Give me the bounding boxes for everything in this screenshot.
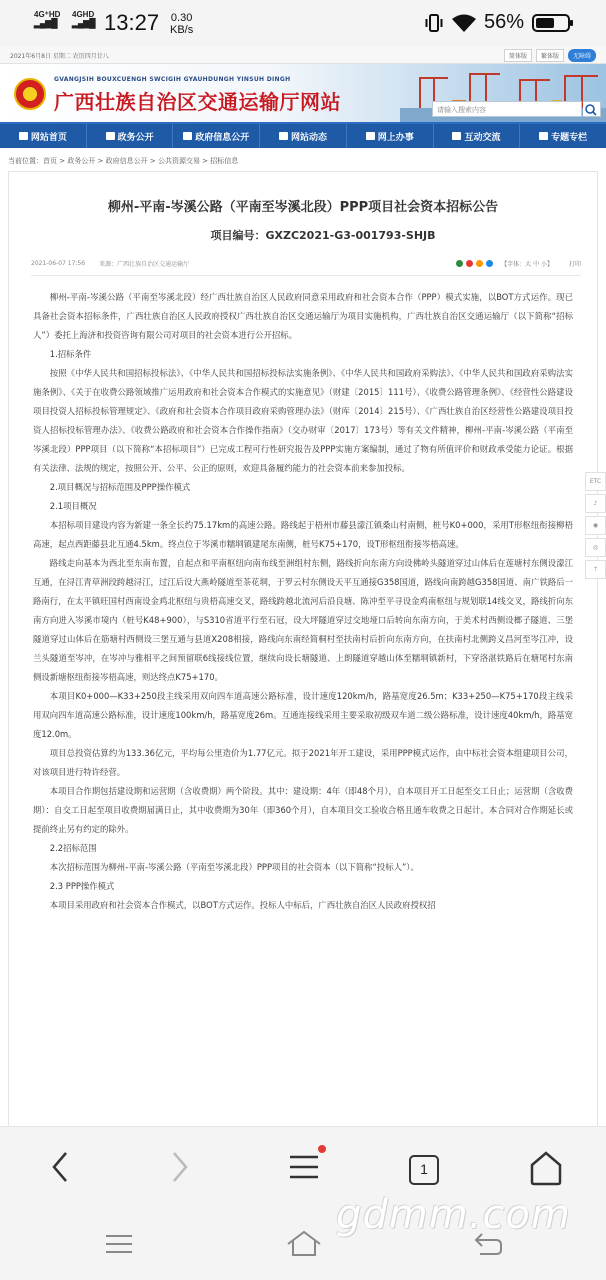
back-icon[interactable] — [48, 1149, 72, 1185]
network-indicator-2 — [72, 10, 95, 28]
wechat-icon[interactable]: ◉ — [585, 516, 606, 535]
site-name-zhuang: GVANGJSIH BOUXCUENGH SWCIGIH GYAUHDUNGH YINSUH DINGH — [54, 76, 291, 83]
nav-label: 互动交流 — [464, 132, 501, 143]
side-float-toolbar — [585, 472, 606, 579]
document-icon — [183, 132, 192, 140]
weibo-icon[interactable]: ◎ — [585, 538, 606, 557]
speed-value: 0.30 — [170, 12, 193, 24]
site-search-input[interactable]: 请输入搜索内容 — [432, 101, 582, 117]
battery-icon — [532, 13, 574, 33]
forward-icon[interactable] — [168, 1149, 192, 1185]
section-heading: 2.3 PPP操作模式 — [49, 881, 115, 891]
paragraph: 本项目K0+000—K33+250段主线采用双向四车道高速公路标准，设计速度120km/h，路基宽度26.5m；K33+250—K75+170段主线采用双向四车道高速公路标准，设计速度100km/h，路基宽度26m。互通连接线采用主要采取初级双车道二级公路标准，设计速度40km/h，路基宽度12.0m。 — [33, 691, 573, 739]
nav-label: 政府信息公开 — [195, 132, 250, 143]
service-icon — [366, 132, 375, 140]
status-time: 13:27 — [104, 10, 160, 35]
share-buttons — [456, 260, 493, 267]
traditional-chinese-link[interactable]: 繁体版 — [536, 49, 564, 62]
paragraph: 本项目采用政府和社会资本合作模式，以BOT方式运作。投标人中标后，广西壮族自治区人民政府授权招 — [49, 900, 436, 910]
system-home-icon[interactable] — [284, 1228, 324, 1258]
paragraph: 本招标项目建设内容为新建一条全长约75.17km的高速公路。路线起于梧州市藤县濛江镇桑山村南侧，桩号K0+000，采用T形枢纽衔接柳梧高速，起点西距藤县北互通4.5km。终点位于岑溪市糯垌镇建尾东南侧，桩号K75+170，设T形枢纽衔接岑梧高速。 — [33, 520, 573, 549]
accessibility-link[interactable]: 无障碍 — [568, 49, 596, 62]
speed-unit: KB/s — [170, 24, 194, 36]
nav-online-service[interactable] — [347, 124, 434, 148]
site-banner — [0, 64, 606, 122]
home-icon — [19, 132, 28, 140]
vibrate-icon — [425, 13, 443, 33]
qq-share-icon[interactable] — [486, 260, 493, 267]
section-heading: 2.项目概况与招标范围及PPP操作模式 — [49, 482, 191, 492]
article-meta — [31, 259, 581, 276]
nav-label: 网站首页 — [30, 132, 67, 143]
nav-home[interactable] — [0, 124, 87, 148]
signal-bars-icon: ▂▄▆█ — [34, 18, 57, 28]
network-speed — [170, 12, 193, 36]
article-body — [9, 276, 597, 915]
national-emblem-icon — [14, 78, 46, 110]
nav-label: 专题专栏 — [551, 132, 588, 143]
site-topline — [0, 46, 606, 64]
news-icon — [279, 132, 288, 140]
nav-info-disclosure[interactable] — [173, 124, 260, 148]
qzone-share-icon[interactable] — [476, 260, 483, 267]
back-to-top-icon[interactable]: ⇡ — [585, 560, 606, 579]
paragraph: 路线走向基本为西北至东南布置，自起点和平南枢纽向南布线至洲组村东侧，路线折向东南方向设佛岭头隧道穿过山体后在莲塘村东侧设濛江互通，在浔江青草洲段跨越浔江，过江后设大燕岭隧道至茶花垌，于罗云村东侧设天平互通接G358国道，路线向南跨越G358国道、南广铁路后一路南行，在太平镇旺国村西南设金鸡北枢纽与贵梧高速交叉，路线跨越北流河后沿良塘、陈冲至平寻设金鸡南枢纽与规划联14线交叉，路线折向东南方向进入岑溪市境内（桩号K48+900），与S310省道平行至石冠，设大坪隧道穿过交地垭口后转向东南方向，于美术村西侧设榔子隧道、三堡隧道穿过山体后在筋塘村西侧设三堡互通与县道X208相接，路线向东南经简桐村至扶南村后折向东南方向，在扶南村北侧跨义昌河至岑江冲，设兰头隧道至岑冲，在岑冲与雅相平之间预留联6线接线位置，继续向设长塘隧道、上朗隧道穿越山体至糯垌镇新村，下穿洛湛铁路后在塘尾村东南侧设新塘枢纽衔接岑梧高速，则达终点K75+170。 — [33, 558, 573, 682]
article-source: 来源：广西壮族自治区交通运输厅 — [99, 261, 190, 268]
weibo-share-icon[interactable] — [466, 260, 473, 267]
network-label-2: 4GHD — [72, 10, 95, 19]
chat-icon — [452, 132, 461, 140]
watermark: gdmm.com — [336, 1192, 571, 1238]
section-heading: 2.1项目概况 — [49, 501, 97, 511]
home-icon[interactable] — [528, 1149, 564, 1187]
nav-site-news[interactable] — [260, 124, 347, 148]
tab-count-button[interactable]: 1 — [409, 1155, 439, 1185]
nav-special-topics[interactable] — [520, 124, 606, 148]
topline-links — [504, 49, 596, 62]
article-panel — [8, 171, 598, 1126]
network-label-1: 4G⁺HD — [34, 10, 61, 19]
main-nav — [0, 122, 606, 148]
etc-button[interactable]: ETC — [585, 472, 606, 491]
breadcrumb[interactable]: 当前位置：首页 > 政务公开 > 政府信息公开 > 公共资源交易 > 招标信息 — [8, 157, 239, 165]
paragraph: 本项目合作期包括建设期和运营期（含收费期）两个阶段。其中：建设期：4年（即48个月），自本项目开工日起至交工日止；运营期（含收费期）：自交工日起至项目收费期届满日止，其中收费期为30年（即360个月），自本项目交工验收合格且通车收费之日起计。本合同对合作期延长或提前终止另有约定的除外。 — [33, 786, 573, 834]
paragraph: 本次招标范围为柳州-平南-岑溪公路（平南至岑溪北段）PPP项目的社会资本（以下简称“投标人”）。 — [49, 862, 419, 872]
network-indicator-1 — [34, 10, 60, 28]
simplified-chinese-link[interactable]: 简体版 — [504, 49, 532, 62]
print-button[interactable]: 打印 — [568, 261, 581, 268]
search-icon — [583, 103, 599, 117]
battery-percent: 56% — [484, 11, 525, 33]
building-icon — [106, 132, 115, 140]
paragraph: 按照《中华人民共和国招标投标法》、《中华人民共和国招标投标法实施条例》、《中华人民共和国政府采购法》、《中华人民共和国政府采购法实施条例》、《关于在收费公路领域推广运用政府和社会资本合作模式的实施意见》（财建〔2015〕111号）、《收费公路管理条例》、《经营性公路建设项目投资人招标投标管理规定》、《政府和社会资本合作项目政府采购管理办法》（财库〔2014〕215号）、《广西壮族自治区经营性公路建设项目投资人招标投标管理办法》、《收费公路政府和社会资本合作操作指南》（交办财审〔2017〕173号）等有关文件精神，柳州-平南-岑溪公路（平南至岑溪北段）PPP项目（以下简称“本招标项目”）已完成工程可行性研究报告及PPP实施方案编制，通过了物有所值评价和财政承受能力论证。根据有关法律、法规的规定，按照公开、公平、公正的原则，欢迎具备履约能力的社会资本前来参加投标。 — [33, 368, 573, 473]
recent-apps-icon[interactable] — [104, 1232, 134, 1256]
tiktok-icon[interactable]: ♪ — [585, 494, 606, 513]
signal-bars-icon: ▂▄▆█ — [72, 18, 95, 28]
font-size-selector[interactable]: 【字体：大 中 小】 — [501, 261, 553, 268]
section-heading: 1.招标条件 — [49, 349, 92, 359]
nav-government-affairs[interactable] — [87, 124, 174, 148]
topic-icon — [539, 132, 548, 140]
menu-icon[interactable] — [288, 1149, 320, 1185]
status-bar — [0, 0, 606, 46]
nav-label: 网上办事 — [377, 132, 414, 143]
site-search-button[interactable] — [583, 101, 601, 117]
site-name[interactable]: 广西壮族自治区交通运输厅网站 — [54, 90, 341, 114]
wechat-share-icon[interactable] — [456, 260, 463, 267]
menu-notification-dot — [318, 1145, 326, 1153]
wifi-icon — [450, 13, 478, 33]
section-heading: 2.2招标范围 — [49, 843, 97, 853]
paragraph: 项目总投资估算约为133.36亿元，平均每公里造价为1.77亿元。拟于2021年开工建设，采用PPP模式运作，由中标社会资本组建项目公司，对该项目进行特许经营。 — [33, 748, 573, 777]
nav-interaction[interactable] — [434, 124, 521, 148]
nav-label: 网站动态 — [291, 132, 328, 143]
nav-label: 政务公开 — [117, 132, 154, 143]
paragraph: 柳州-平南-岑溪公路（平南至岑溪北段）经广西壮族自治区人民政府同意采用政府和社会资本合作（PPP）模式实施，以BOT方式运作。现已具备社会资本招标条件，广西壮族自治区人民政府授权广西壮族自治区交通运输厅为项目实施机构，广西壮族自治区交通运输厅（以下简称“招标人”）委托上海济和投资咨询有限公司对项目的社会资本进行公开招标。 — [33, 292, 573, 340]
publish-date: 2021-06-07 17:56 — [31, 260, 86, 267]
site-date: 2021年6月8日 星期二 农历四月廿八 — [10, 53, 109, 60]
article-title: 柳州-平南-岑溪公路（平南至岑溪北段）PPP项目社会资本招标公告 — [107, 200, 499, 215]
project-number: 项目编号：GXZC2021-G3-001793-SHJB — [210, 229, 436, 242]
web-page — [0, 46, 606, 1126]
